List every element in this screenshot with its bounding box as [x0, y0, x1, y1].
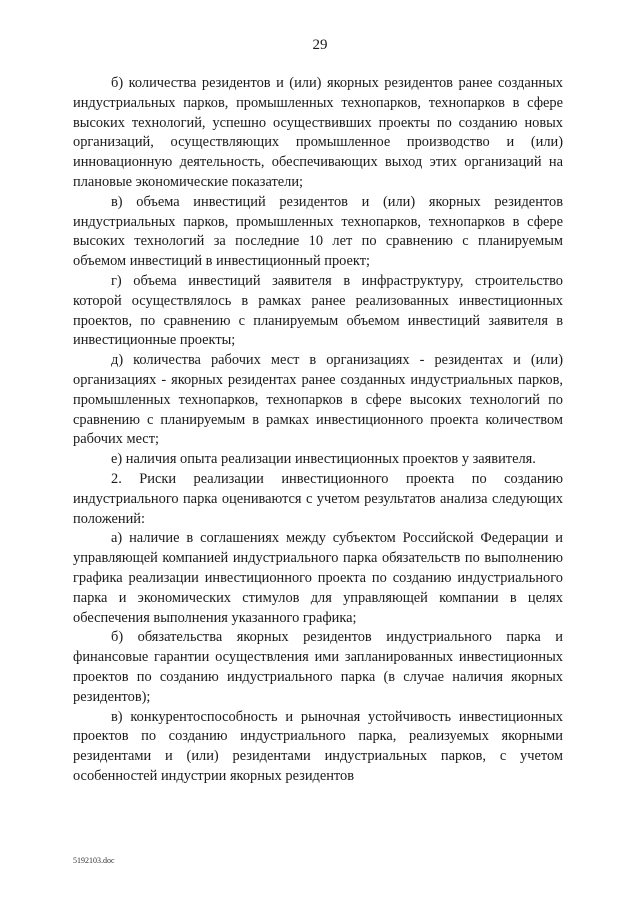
paragraph-v-residents-investment: в) объема инвестиций резидентов и (или) якорных резидентов индустриальных парков, промышленных технопарков, технопарков в сфере высоких технологий за последние 10 лет по сравнению с планируемым объемом инвестиций в инвестиционный проект; [73, 193, 563, 270]
paragraph-d-jobs-count: д) количества рабочих мест в организациях - резидентах и (или) организациях - якорных резидентах ранее созданных индустриальных парков, промышленных технопарков, технопарков в сфере высоких технологий по сравнению с планируемым в рамках инвестиционного проекта количеством рабочих мест; [73, 352, 563, 448]
paragraph-b-anchor-obligations: б) обязательства якорных резидентов индустриального парка и финансовые гарантии осуществления ими запланированных инвестиционных проектов по созданию индустриального парка (в случае наличия якорных резидентов); [73, 629, 563, 705]
paragraph-e-applicant-experience: е) наличия опыта реализации инвестиционных проектов у заявителя. [111, 451, 536, 468]
paragraph-2-risks: 2. Риски реализации инвестиционного проекта по созданию индустриального парка оцениваются с учетом результатов анализа следующих положений: [73, 470, 563, 527]
paragraph-v-competitiveness: в) конкурентоспособность и рыночная устойчивость инвестиционных проектов по созданию индустриального парка, реализуемых якорными резидентами и (или) резидентами индустриальных парков, с учетом особенностей индустрии якорных резидентов [73, 708, 563, 784]
document-body [73, 74, 563, 787]
paragraph-b-residents-count: б) количества резидентов и (или) якорных резидентов ранее созданных индустриальных парков, промышленных технопарков, технопарков в сфере высоких технологий, успешно осуществивших проекты по созданию новых организаций, осуществляющих промышленное производство и (или) инновационную деятельность, обеспечивающих выход этих организаций на плановые экономические показатели; [73, 75, 563, 190]
paragraph-g-applicant-investment: г) объема инвестиций заявителя в инфраструктуру, строительство которой осуществлялось в рамках ранее реализованных инвестиционных проектов, по сравнению с планируемым объемом инвестиций заявителя в инвестиционные проекты; [73, 272, 563, 349]
page-number: 29 [312, 37, 328, 53]
footer-file-name: 5192103.doc [73, 856, 115, 865]
paragraph-a-agreements: а) наличие в соглашениях между субъектом Российской Федерации и управляющей компанией индустриального парка обязательств по выполнению графика реализации инвестиционного проекта по созданию индустриального парка и экономических стимулов для управляющей компании в целях обеспечения выполнения указанного графика; [73, 530, 563, 626]
